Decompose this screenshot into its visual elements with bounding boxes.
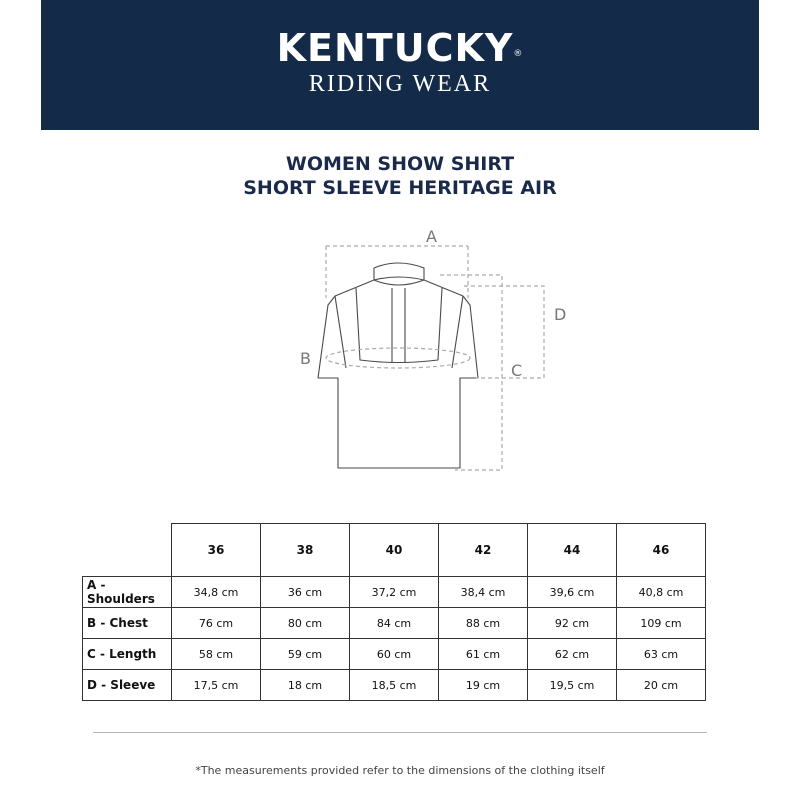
registered-mark: ® [513, 49, 524, 59]
size-chart-table [82, 523, 706, 701]
table-row [83, 577, 706, 608]
label-d: D [554, 305, 567, 324]
size-header: 44 [528, 524, 617, 577]
size-header: 38 [261, 524, 350, 577]
brand-logo [41, 28, 759, 68]
table-cell: 84 cm [350, 608, 439, 639]
table-row [83, 670, 706, 701]
table-cell: 17,5 cm [172, 670, 261, 701]
shirt-measurement-diagram [290, 220, 580, 480]
table-cell: 62 cm [528, 639, 617, 670]
table-cell: 18 cm [261, 670, 350, 701]
table-cell: 19 cm [439, 670, 528, 701]
table-cell: 38,4 cm [439, 577, 528, 608]
table-row [83, 639, 706, 670]
size-header-row [83, 524, 706, 577]
table-row [83, 608, 706, 639]
table-cell: 40,8 cm [617, 577, 706, 608]
table-cell: 59 cm [261, 639, 350, 670]
table-cell: 60 cm [350, 639, 439, 670]
size-header: 42 [439, 524, 528, 577]
brand-tagline: RIDING WEAR [308, 71, 492, 97]
row-label: C - Length [83, 639, 172, 670]
table-cell: 92 cm [528, 608, 617, 639]
table-cell: 36 cm [261, 577, 350, 608]
shirt-outline [318, 263, 478, 468]
product-title-line2: SHORT SLEEVE HERITAGE AIR [243, 177, 557, 199]
table-cell: 20 cm [617, 670, 706, 701]
table-cell: 76 cm [172, 608, 261, 639]
divider [93, 732, 707, 733]
table-cell: 80 cm [261, 608, 350, 639]
size-header: 46 [617, 524, 706, 577]
label-b: B [300, 349, 311, 368]
table-cell: 58 cm [172, 639, 261, 670]
table-cell: 63 cm [617, 639, 706, 670]
product-title-line1: WOMEN SHOW SHIRT [285, 153, 515, 175]
table-cell: 39,6 cm [528, 577, 617, 608]
size-header: 36 [172, 524, 261, 577]
table-cell: 109 cm [617, 608, 706, 639]
table-cell: 18,5 cm [350, 670, 439, 701]
label-c: C [511, 361, 523, 380]
brand-banner [41, 0, 759, 130]
footnote: *The measurements provided refer to the dimensions of the clothing itself [195, 764, 605, 777]
row-label: B - Chest [83, 608, 172, 639]
table-cell: 88 cm [439, 608, 528, 639]
label-a: A [426, 227, 437, 246]
table-cell: 19,5 cm [528, 670, 617, 701]
table-cell: 34,8 cm [172, 577, 261, 608]
size-header: 40 [350, 524, 439, 577]
table-corner [83, 524, 172, 577]
table-cell: 61 cm [439, 639, 528, 670]
measure-guides [326, 246, 544, 470]
row-label: A -Shoulders [83, 577, 172, 608]
table-cell: 37,2 cm [350, 577, 439, 608]
brand-name: KENTUCKY [276, 26, 514, 70]
row-label: D - Sleeve [83, 670, 172, 701]
